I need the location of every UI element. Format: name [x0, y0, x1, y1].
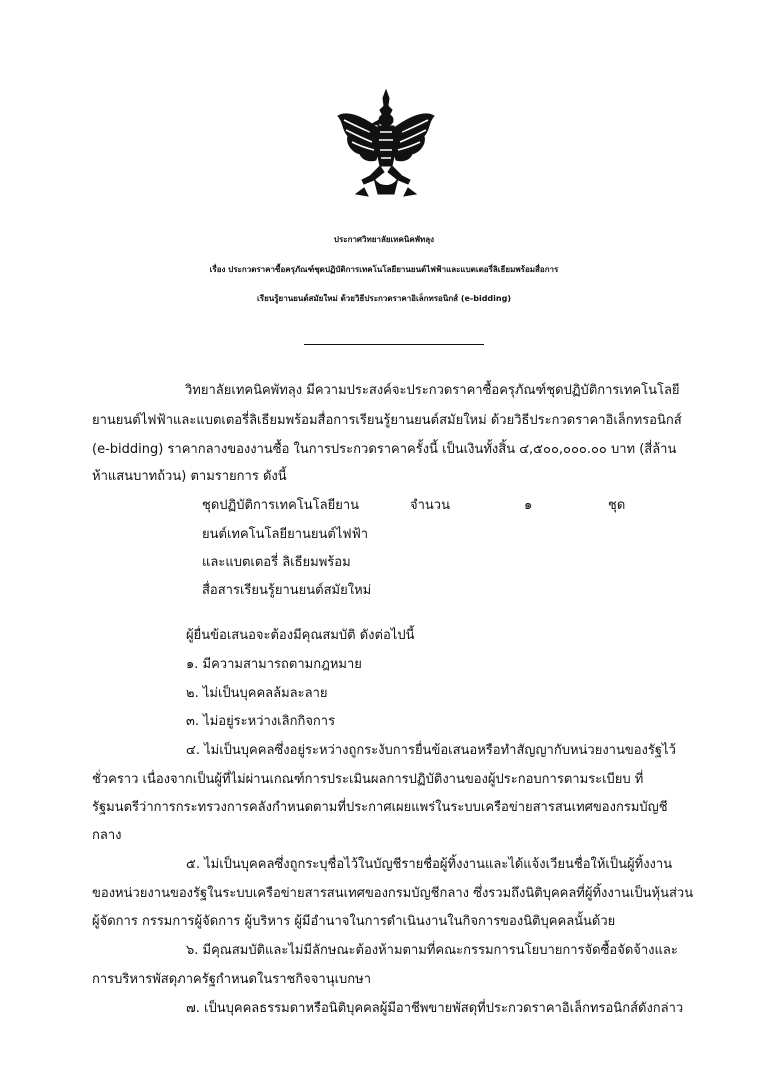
announcement-subject-line-2: เรียนรู้ยานยนต์สมัยใหม่ ด้วยวิธีประกวดราคาอิเล็กทรอนิกส์ (e-bidding): [257, 294, 511, 303]
qualification-5-line-3: ผู้จัดการ กรรมการผู้จัดการ ผู้บริหาร ผู้มีอำนาจในการดำเนินงานในกิจการของนิติบุคคลนั้นด้วย: [92, 914, 616, 929]
qualifications-intro: ผู้ยื่นข้อเสนอจะต้องมีคุณสมบัติ ดังต่อไปนี้: [186, 628, 415, 643]
qualification-7-line-1: ๗. เป็นบุคคลธรรมดาหรือนิติบุคคลผู้มีอาชีพขายพัสดุที่ประกวดราคาอิเล็กทรอนิกส์ดังกล่าว: [186, 1001, 684, 1016]
item-unit: ชุด: [608, 498, 626, 513]
qualification-5-line-1: ๕. ไม่เป็นบุคคลซึ่งถูกระบุชื่อไว้ในบัญชีรายชื่อผู้ทิ้งงานและได้แจ้งเวียนชื่อให้เป็นผู้ทิ้งงาน: [186, 857, 673, 872]
item-name-line-1: ชุดปฏิบัติการเทคโนโลยียาน: [202, 498, 360, 513]
qualification-4-line-4: กลาง: [92, 828, 122, 843]
qualification-1: ๑. มีความสามารถตามกฎหมาย: [186, 657, 362, 672]
intro-line-3: (e-bidding) ราคากลางของงานซื้อ ในการประกวดราคาครั้งนี้ เป็นเงินทั้งสิ้น ๔,๕๐๐,๐๐๐.๐๐ บาท (สี่ล้าน: [92, 442, 677, 457]
heading-divider: [304, 344, 484, 345]
item-quantity-value: ๑: [524, 498, 533, 513]
qualification-6-line-1: ๖. มีคุณสมบัติและไม่มีลักษณะต้องห้ามตามที่คณะกรรมการนโยบายการจัดซื้อจัดจ้างและ: [186, 943, 678, 958]
qualification-5-line-2: ของหน่วยงานของรัฐในระบบเครือข่ายสารสนเทศของกรมบัญชีกลาง ซึ่งรวมถึงนิติบุคคลที่ผู้ทิ้งงานเป็นหุ้นส่วน: [92, 886, 694, 901]
qualification-4-line-3: รัฐมนตรีว่าการกระทรวงการคลังกำหนดตามที่ประกาศเผยแพร่ในระบบเครือข่ายสารสนเทศของกรมบัญชี: [92, 800, 668, 815]
intro-line-2: ยานยนต์ไฟฟ้าและแบตเตอรี่ลิเธียมพร้อมสื่อการเรียนรู้ยานยนต์สมัยใหม่ ด้วยวิธีประกวดราคาอิเล็กทรอนิกส์: [92, 413, 682, 428]
announcement-subject-line-1: เรื่อง ประกวดราคาซื้อครุภัณฑ์ชุดปฏิบัติการเทคโนโลยียานยนต์ไฟฟ้าและแบตเตอรี่ลิเธียมพร้อมสื่อการ: [209, 265, 559, 274]
garuda-emblem-icon: [334, 88, 438, 198]
qualification-4-line-1: ๔. ไม่เป็นบุคคลซึ่งอยู่ระหว่างถูกระงับการยื่นข้อเสนอหรือทำสัญญากับหน่วยงานของรัฐไว้: [186, 743, 676, 758]
item-quantity-label: จำนวน: [410, 498, 450, 513]
announcement-issuer: ประกาศวิทยาลัยเทคนิคพัทลุง: [333, 235, 435, 244]
item-name-line-2: ยนต์เทคโนโลยียานยนต์ไฟฟ้า: [202, 527, 369, 542]
intro-line-4: ห้าแสนบาทถ้วน) ตามรายการ ดังนี้: [92, 469, 287, 484]
qualification-4-line-2: ชั่วคราว เนื่องจากเป็นผู้ที่ไม่ผ่านเกณฑ์การประเมินผลการปฏิบัติงานของผู้ประกอบการตามระเบียบ ที่: [92, 772, 644, 787]
qualification-6-line-2: การบริหารพัสดุภาครัฐกำหนดในราชกิจจานุเบกษา: [92, 972, 372, 987]
item-name-line-3: และแบตเตอรี่ ลิเธียมพร้อม: [202, 555, 351, 570]
item-name-line-4: สื่อสารเรียนรู้ยานยนต์สมัยใหม่: [202, 583, 372, 598]
qualification-3: ๓. ไม่อยู่ระหว่างเลิกกิจการ: [186, 714, 336, 729]
intro-line-1: วิทยาลัยเทคนิคพัทลุง มีความประสงค์จะประกวดราคาซื้อครุภัณฑ์ชุดปฏิบัติการเทคโนโลยี: [185, 383, 680, 398]
qualification-2: ๒. ไม่เป็นบุคคลล้มละลาย: [186, 686, 328, 701]
